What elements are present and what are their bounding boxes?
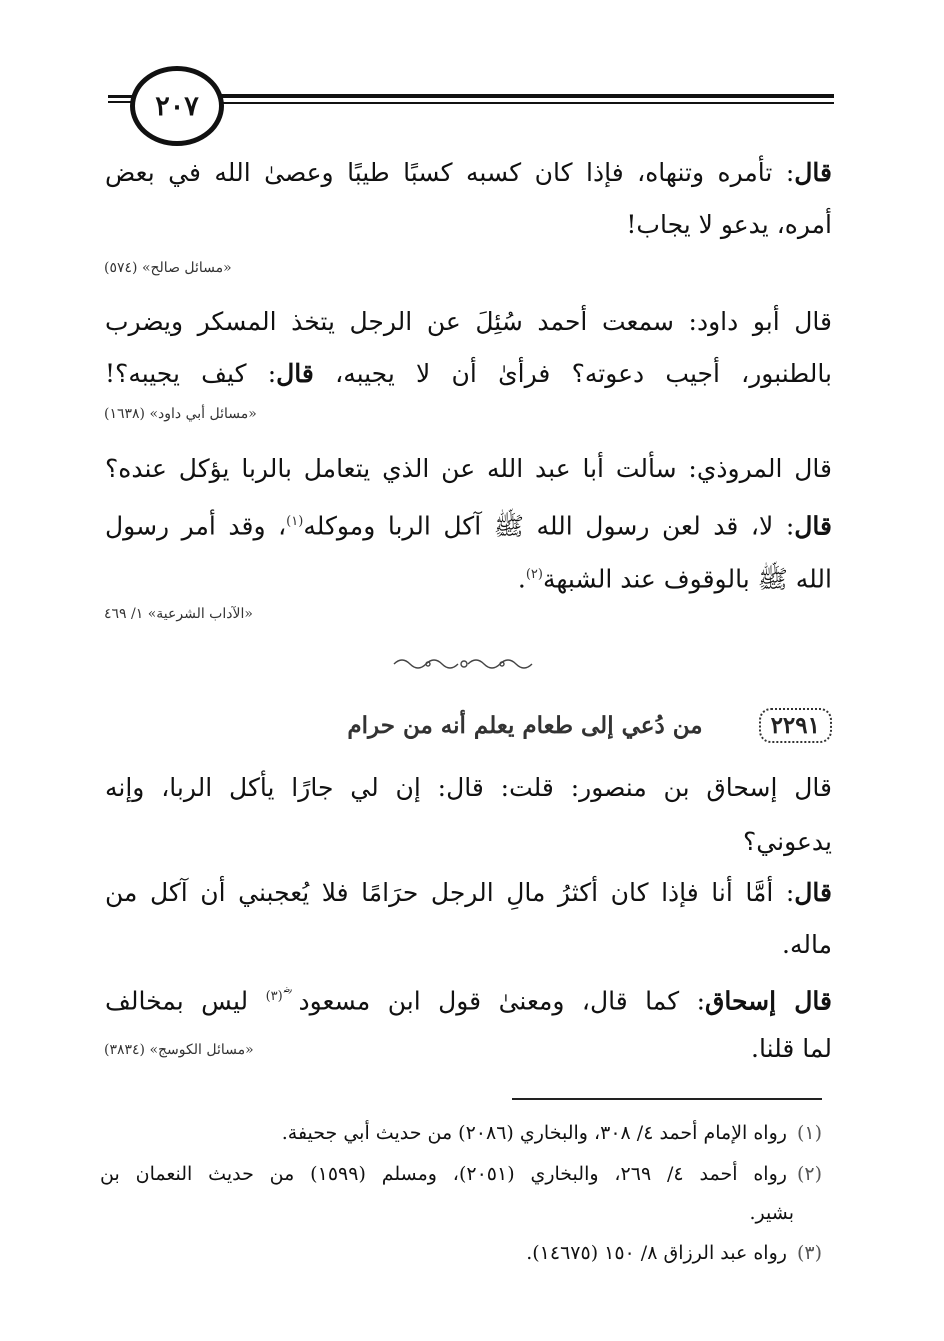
text-span: ليس بمخالف (105, 986, 266, 1016)
section-number: ٢٢٩١ (759, 708, 832, 743)
text-span: قال المروذي: سألت أبا عبد الله عن الذي يتعامل بالربا يؤكل عنده؟ (105, 454, 832, 483)
speaker-label: قال إسحاق (705, 986, 832, 1016)
footnote-marker[interactable]: (١) (286, 514, 304, 529)
text-line (105, 502, 832, 546)
footnote (750, 1197, 795, 1229)
text-span: الله ﷺ بالوقوف عند الشبهة (542, 564, 832, 594)
text-span: ماله. (782, 930, 832, 959)
footnote-marker[interactable]: (٢) (525, 567, 543, 582)
text-line (751, 1029, 832, 1069)
header-rule-right-top (210, 94, 834, 98)
text-span: . (517, 564, 526, 594)
source-citation: «مسائل أبي داود» (١٦٣٨) (104, 406, 257, 422)
text-line (105, 977, 832, 1021)
footnote-number: (١) (796, 1122, 822, 1144)
source-citation: «الآداب الشرعية» ١/ ٤٦٩ (104, 606, 253, 622)
text-span: لما قلنا. (751, 1034, 832, 1063)
footnote (282, 1117, 822, 1149)
text-span: : كيف يجيبه؟! (105, 359, 277, 388)
text-span: : لا، قد لعن رسول الله ﷺ آكل الربا وموكله (303, 511, 795, 541)
text-line (105, 354, 832, 394)
ornament-divider (390, 652, 540, 676)
text-span: أمره، يدعو لا يجاب! (626, 210, 832, 239)
text-line (743, 822, 832, 862)
text-line (105, 449, 832, 489)
section-title: من دُعي إلى طعام يعلم أنه من حرام (347, 712, 703, 739)
footnote (526, 1237, 822, 1269)
text-span: بالطنبور، أجيب دعوته؟ فرأىٰ أن لا يجيبه، (313, 359, 832, 388)
footnote-text: بشير. (749, 1202, 794, 1224)
text-line (626, 205, 832, 245)
header-rule-right-bottom (210, 102, 834, 104)
footnote-separator (512, 1098, 822, 1100)
speaker-label: قال (794, 158, 832, 187)
footnote-text: رواه الإمام أحمد ٤/ ٣٠٨، والبخاري (٢٠٨٦) من حديث أبي جحيفة. (281, 1122, 787, 1144)
text-line (105, 153, 832, 193)
footnote-text: رواه أحمد ٤/ ٢٦٩، والبخاري (٢٠٥١)، ومسلم (١٥٩٩) من حديث النعمان بن (100, 1163, 787, 1185)
speaker-label: قال (276, 359, 314, 388)
text-line (105, 302, 832, 342)
source-citation: «مسائل الكوسج» (٣٨٣٤) (104, 1042, 254, 1058)
text-span: قال أبو داود: سمعت أحمد سُئِلَ عن الرجل يتخذ المسكر ويضرب (105, 307, 833, 336)
section-heading (347, 708, 832, 743)
footnote-marker[interactable]: (٣) (265, 989, 283, 1004)
footnote-number: (٣) (796, 1242, 822, 1264)
text-span: : أمَّا أنا فإذا كان أكثرُ مالِ الرجل حرَامًا فلا يُعجبني أن آكل من (105, 878, 795, 907)
text-span: يدعوني؟ (743, 827, 832, 856)
page-number: ٢٠٧ (130, 66, 224, 146)
footnote-number: (٢) (796, 1163, 822, 1185)
text-span: ، وقد أمر رسول (105, 511, 287, 541)
text-line (518, 555, 832, 599)
text-span: : كما قال، ومعنىٰ قول ابن مسعود ؓ (282, 986, 706, 1016)
footnote (100, 1158, 822, 1190)
text-line (782, 925, 832, 965)
text-span: : تأمره وتنهاه، فإذا كان كسبه كسبًا طيبًا وعصىٰ الله في بعض (105, 158, 795, 187)
speaker-label: قال (794, 878, 832, 907)
source-citation: «مسائل صالح» (٥٧٤) (104, 260, 232, 276)
footnote-text: رواه عبد الرزاق ٨/ ١٥٠ (١٤٦٧٥). (526, 1242, 787, 1264)
speaker-label: قال (794, 511, 832, 541)
text-line (105, 873, 832, 913)
text-span: قال إسحاق بن منصور: قلت: قال: إن لي جارًا يأكل الربا، وإنه (105, 773, 832, 802)
text-line (105, 768, 832, 808)
